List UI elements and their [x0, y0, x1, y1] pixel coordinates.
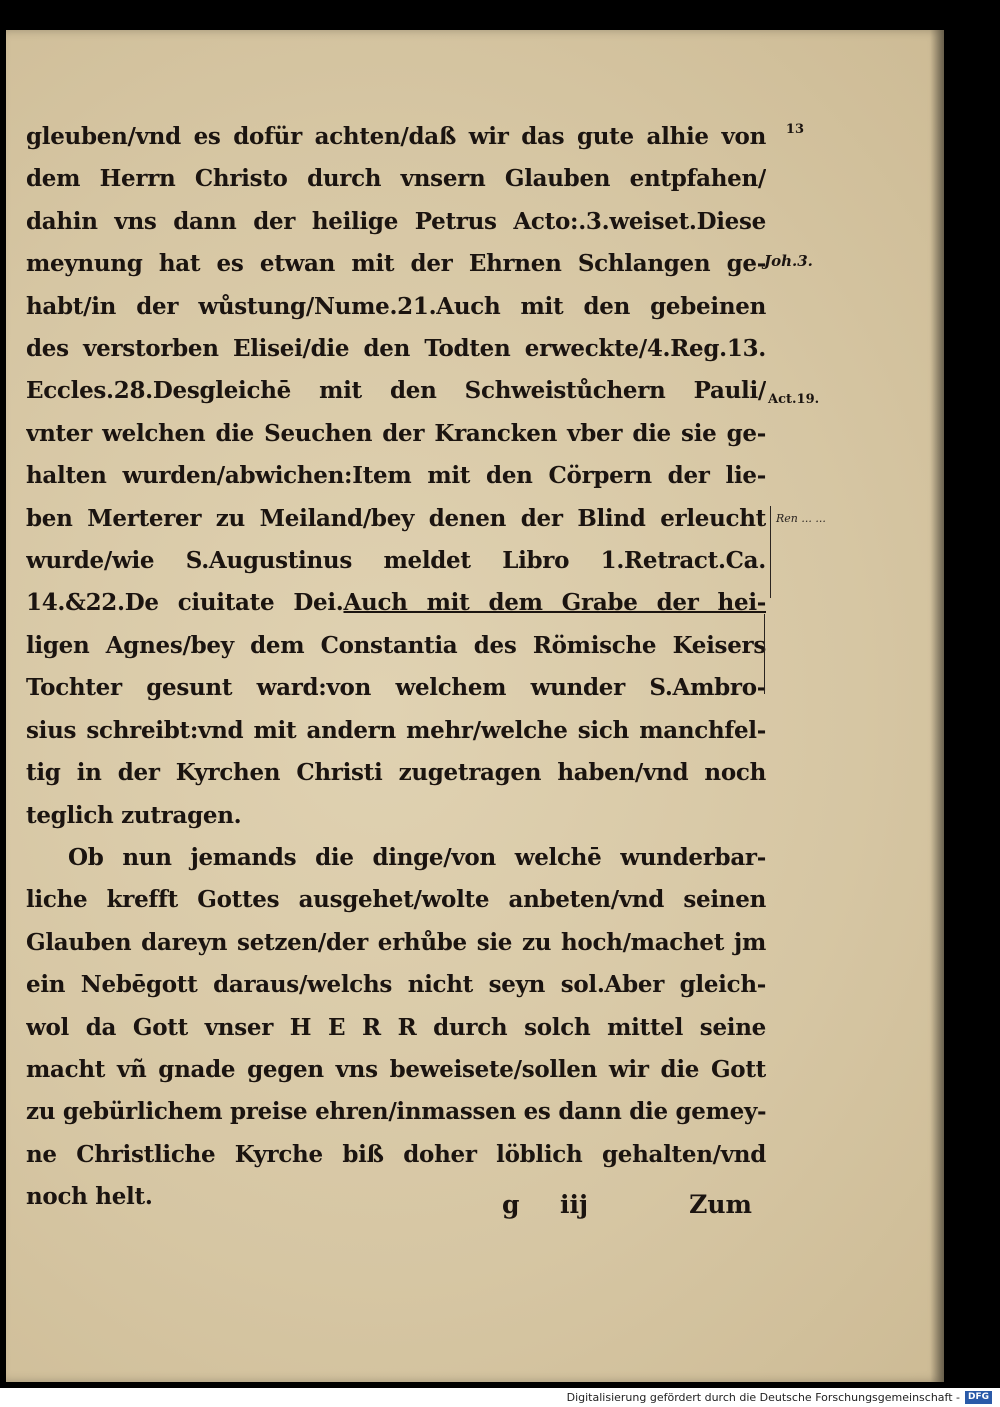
text-line-14: Tochter gesunt ward:von welchem wunder S.Ambro‐ [26, 674, 766, 702]
text-line-17: teglich zutragen. [26, 801, 242, 829]
underlined-phrase: Auch mit dem Grabe der hei‐ [343, 589, 766, 617]
text-line-12-start: 14.&22.De ciuitate Dei. [26, 589, 344, 617]
text-line-18: Ob nun jemands die dinge/von welchē wunderbar‐ [68, 843, 766, 871]
leaf-number: iij [560, 1190, 589, 1219]
footer-bar [0, 1388, 1000, 1407]
spine-shadow [930, 30, 944, 1382]
text-line-2: dem Herrn Christo durch vnsern Glauben entpfahen/ [26, 165, 766, 193]
catchword: Zum [689, 1190, 752, 1219]
text-line-9: halten wurden/abwichen:Item mit den Cörpern der lie‐ [26, 462, 766, 490]
text-line-20: Glauben dareyn setzen/der erhůbe sie zu hoch/machet jm [26, 928, 766, 956]
handwritten-note: Ren ... ... [776, 512, 826, 525]
text-line-1: gleuben/vnd es dofür achten/daß wir das gute alhie von [26, 123, 766, 150]
text-line-15: sius schreibt:vnd mit andern mehr/welche sich manchfel‐ [26, 716, 766, 744]
text-line-3: dahin vns dann der heilige Petrus Acto:.3.weiset.Diese [26, 207, 766, 235]
text-line-25: ne Christliche Kyrche biß doher löblich gehalten/vnd [26, 1140, 766, 1168]
footer-text: Digitalisierung gefördert durch die Deutsche Forschungsgemeinschaft - [566, 1391, 960, 1404]
text-line-21: ein Nebēgott daraus/welchs nicht seyn sol.Aber gleich‐ [26, 971, 766, 999]
body-text [26, 116, 766, 1219]
text-line-26: noch helt. [26, 1183, 153, 1211]
text-line-23: macht vñ gnade gegen vns beweisete/sollen wir die Gott [26, 1055, 766, 1083]
text-line-10: ben Merterer zu Meiland/bey denen der Blind erleucht [26, 504, 766, 532]
text-line-19: liche krefft Gottes ausgehet/wolte anbeten/vnd seinen [26, 886, 766, 914]
page-number: 13 [785, 122, 804, 137]
signature-mark: g [502, 1190, 520, 1219]
dfg-logo: DFG [965, 1391, 992, 1404]
margin-note-act: Act.19. [768, 392, 820, 407]
text-line-11: wurde/wie S.Augustinus meldet Libro 1.Retract.Ca. [26, 547, 766, 575]
text-line-16: tig in der Kyrchen Christi zugetragen haben/vnd noch [26, 759, 766, 787]
text-line-12 [26, 582, 766, 624]
text-line-7: Eccles.28.Desgleichē mit den Schweistůchern Pauli/ [26, 377, 766, 405]
text-line-6: des verstorben Elisei/die den Todten erweckte/4.Reg.13. [26, 335, 766, 363]
text-line-8: vnter welchen die Seuchen der Krancken vber die sie ge‐ [26, 419, 766, 447]
text-line-5: habt/in der wůstung/Nume.21.Auch mit den gebeinen [26, 292, 766, 320]
text-line-22: wol da Gott vnser H E R R durch solch mittel seine [26, 1013, 766, 1041]
text-line-4: meynung hat es etwan mit der Ehrnen Schlangen ge‐ [26, 250, 766, 278]
handwritten-bracket-lower [754, 614, 765, 694]
text-line-13: ligen Agnes/bey dem Constantia des Römische Keisers [26, 631, 766, 659]
book-page [6, 30, 944, 1382]
text-line-24: zu gebürlichem preise ehren/inmassen es dann die gemey‐ [26, 1098, 767, 1126]
handwritten-bracket [760, 506, 771, 598]
margin-note-joh: Joh.3. [764, 252, 813, 270]
